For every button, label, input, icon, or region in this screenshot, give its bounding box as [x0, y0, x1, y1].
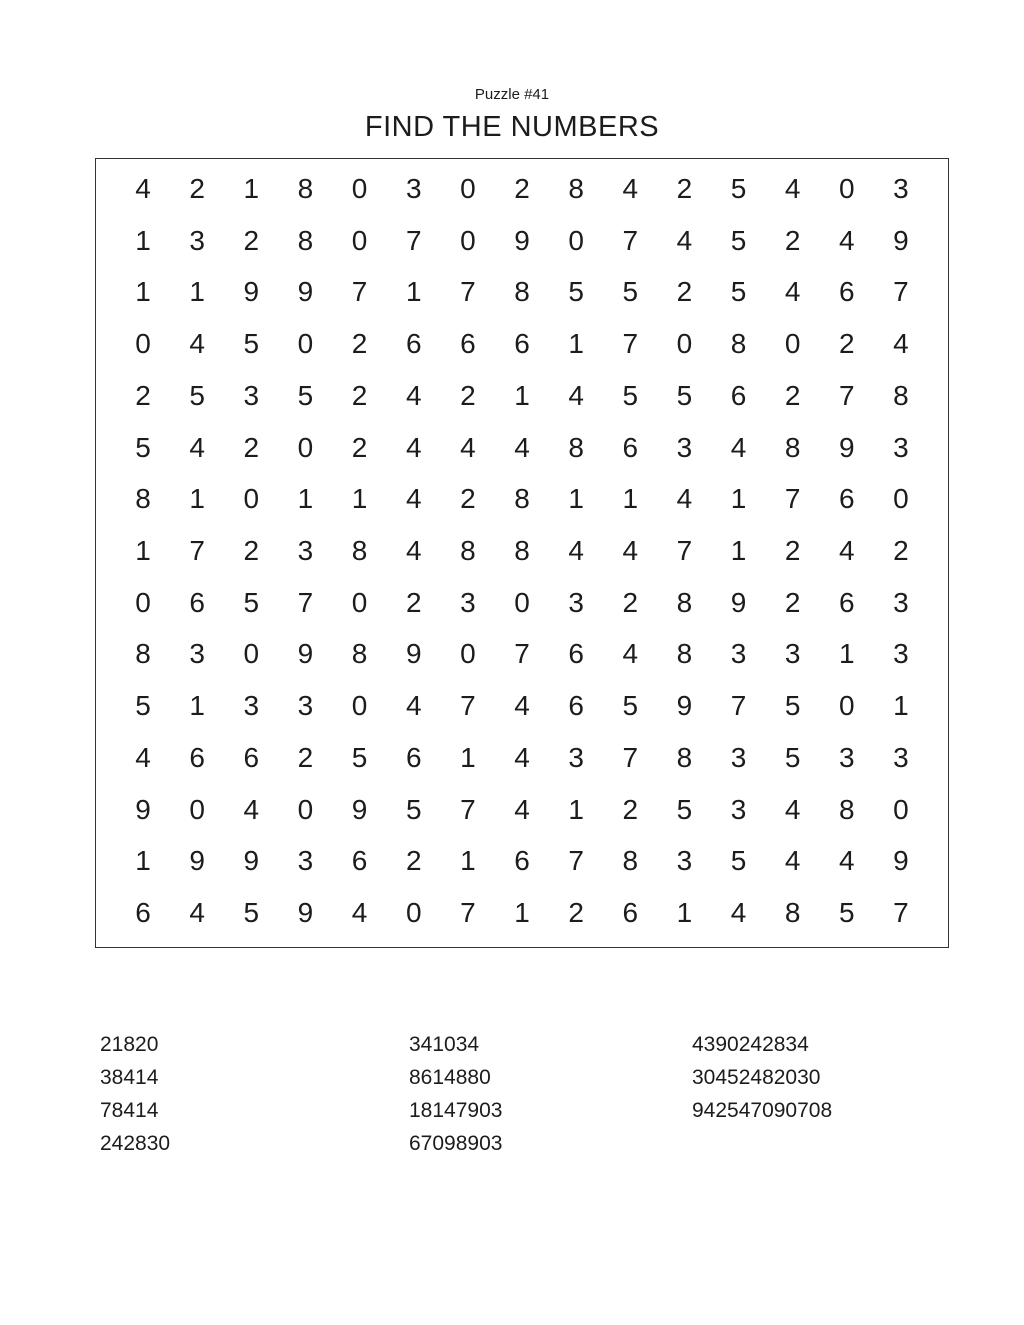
- grid-cell: 2: [568, 897, 584, 929]
- grid-cell: 0: [893, 793, 909, 825]
- grid-cell: 5: [622, 690, 639, 722]
- find-number: 8614880: [409, 1066, 491, 1089]
- grid-cell: 2: [243, 224, 260, 256]
- grid-cell: 7: [893, 276, 909, 308]
- grid-cell: 5: [568, 276, 584, 308]
- grid-cell: 4: [514, 741, 530, 773]
- grid-cell: 8: [784, 431, 801, 463]
- grid-cell: 4: [514, 793, 530, 825]
- page-title: FIND THE NUMBERS: [364, 111, 660, 143]
- grid-cell: 1: [460, 845, 476, 877]
- grid-cell: 8: [351, 534, 368, 566]
- grid-cell: 1: [514, 897, 530, 929]
- grid-cell: 0: [460, 224, 476, 256]
- grid-cell: 2: [351, 379, 368, 411]
- grid-cell: 4: [893, 328, 909, 360]
- grid-cell: 8: [568, 172, 584, 204]
- grid-cell: 5: [405, 793, 422, 825]
- grid-cell: 1: [189, 483, 205, 515]
- grid-cell: 9: [243, 845, 260, 877]
- grid-cell: 3: [189, 224, 205, 256]
- grid-cell: 0: [839, 172, 855, 204]
- grid-cell: 2: [784, 379, 801, 411]
- grid-cell: 7: [189, 534, 205, 566]
- grid-cell: 4: [622, 172, 639, 204]
- grid-cell: 1: [730, 534, 747, 566]
- find-number: 21820: [100, 1033, 159, 1056]
- grid-cell: 8: [730, 328, 747, 360]
- grid-cell: 6: [622, 431, 639, 463]
- grid-cell: 5: [730, 845, 747, 877]
- grid-cell: 3: [568, 741, 584, 773]
- grid-cell: 4: [622, 638, 639, 670]
- grid-cell: 7: [730, 690, 747, 722]
- grid-cell: 2: [351, 328, 368, 360]
- grid-cell: 7: [622, 224, 639, 256]
- grid-cell: 1: [568, 328, 584, 360]
- grid-cell: 0: [893, 483, 909, 515]
- grid-cell: 0: [297, 793, 314, 825]
- find-number: 18147903: [409, 1099, 503, 1122]
- grid-cell: 1: [730, 483, 747, 515]
- grid-cell: 0: [460, 638, 476, 670]
- grid-cell: 6: [839, 276, 855, 308]
- grid-cell: 8: [676, 586, 693, 618]
- grid-cell: 4: [514, 690, 530, 722]
- grid-cell: 2: [460, 379, 476, 411]
- grid-cell: 6: [243, 741, 260, 773]
- grid-cell: 8: [135, 638, 151, 670]
- grid-cell: 0: [460, 172, 476, 204]
- grid-cell: 9: [189, 845, 205, 877]
- grid-cell: 0: [514, 586, 530, 618]
- grid-cell: 0: [351, 690, 368, 722]
- grid-cell: 3: [243, 690, 260, 722]
- grid-cell: 9: [297, 897, 314, 929]
- grid-cell: 3: [730, 793, 747, 825]
- find-list-column: [692, 1028, 832, 1127]
- grid-cell: 8: [839, 793, 855, 825]
- grid-cell: 7: [839, 379, 855, 411]
- grid-cell: 2: [676, 276, 693, 308]
- grid-cell: 0: [676, 328, 693, 360]
- grid-cell: 2: [460, 483, 476, 515]
- find-number: 38414: [100, 1066, 159, 1089]
- grid-cell: 9: [676, 690, 693, 722]
- grid-cell: 0: [297, 431, 314, 463]
- grid-cell: 1: [622, 483, 639, 515]
- grid-cell: 3: [730, 638, 747, 670]
- grid-cell: 6: [514, 845, 530, 877]
- grid-cell: 8: [784, 897, 801, 929]
- grid-cell: 1: [514, 379, 530, 411]
- grid-cell: 1: [135, 845, 151, 877]
- grid-cell: 2: [676, 172, 693, 204]
- grid-cell: 4: [784, 172, 801, 204]
- find-number: 242830: [100, 1132, 171, 1155]
- find-number: 942547090708: [692, 1099, 833, 1122]
- grid-cell: 7: [460, 793, 476, 825]
- grid-cell: 1: [351, 483, 368, 515]
- grid-cell: 9: [351, 793, 368, 825]
- grid-cell: 9: [243, 276, 260, 308]
- grid-cell: 4: [189, 897, 205, 929]
- grid-cell: 4: [189, 431, 205, 463]
- grid-cell: 2: [405, 586, 422, 618]
- grid-cell: 3: [676, 431, 693, 463]
- grid-cell: 0: [243, 638, 260, 670]
- grid-cell: 9: [135, 793, 151, 825]
- grid-cell: 6: [135, 897, 151, 929]
- grid-cell: 5: [784, 690, 801, 722]
- grid-cell: 8: [568, 431, 584, 463]
- grid-cell: 4: [676, 224, 693, 256]
- grid-cell: 4: [351, 897, 368, 929]
- grid-cell: 9: [839, 431, 855, 463]
- grid-cell: 0: [189, 793, 205, 825]
- grid-cell: 6: [405, 741, 422, 773]
- grid-cell: 2: [243, 431, 260, 463]
- grid-cell: 8: [460, 534, 476, 566]
- grid-cell: 8: [351, 638, 368, 670]
- grid-cell: 4: [784, 845, 801, 877]
- grid-cell: 4: [568, 379, 584, 411]
- grid-cell: 5: [243, 586, 260, 618]
- grid-cell: 2: [784, 586, 801, 618]
- grid-cell: 5: [730, 224, 747, 256]
- grid-cell: 2: [135, 379, 151, 411]
- grid-cell: 3: [893, 172, 909, 204]
- grid-cell: 2: [405, 845, 422, 877]
- grid-cell: 5: [730, 172, 747, 204]
- grid-cell: 8: [514, 276, 530, 308]
- grid-cell: 8: [514, 534, 530, 566]
- grid-cell: 0: [243, 483, 260, 515]
- grid-cell: 3: [297, 690, 314, 722]
- grid-cell: 6: [839, 483, 855, 515]
- grid-cell: 4: [730, 897, 747, 929]
- grid-cell: 7: [460, 276, 476, 308]
- grid-cell: 6: [351, 845, 368, 877]
- grid-cell: 1: [405, 276, 422, 308]
- grid-cell: 6: [189, 586, 205, 618]
- grid-cell: 5: [135, 431, 151, 463]
- grid-cell: 0: [135, 586, 151, 618]
- grid-cell: 0: [351, 224, 368, 256]
- grid-cell: 0: [351, 172, 368, 204]
- grid-cell: 1: [189, 690, 205, 722]
- grid-cell: 3: [568, 586, 584, 618]
- grid-cell: 2: [784, 534, 801, 566]
- grid-cell: 4: [405, 431, 422, 463]
- grid-cell: 6: [730, 379, 747, 411]
- grid-cell: 1: [568, 793, 584, 825]
- grid-cell: 7: [568, 845, 584, 877]
- puzzle-number-label: Puzzle #41: [474, 86, 550, 103]
- grid-cell: 5: [622, 379, 639, 411]
- grid-cell: 4: [405, 690, 422, 722]
- grid-cell: 0: [297, 328, 314, 360]
- grid-cell: 7: [297, 586, 314, 618]
- grid-cell: 4: [784, 276, 801, 308]
- grid-cell: 5: [622, 276, 639, 308]
- grid-cell: 4: [405, 379, 422, 411]
- grid-cell: 1: [297, 483, 314, 515]
- grid-cell: 1: [243, 172, 260, 204]
- grid-cell: 1: [189, 276, 205, 308]
- grid-cell: 4: [405, 534, 422, 566]
- grid-cell: 6: [568, 638, 584, 670]
- grid-cell: 8: [676, 638, 693, 670]
- grid-cell: 7: [622, 328, 639, 360]
- grid-cell: 5: [351, 741, 368, 773]
- grid-cell: 4: [839, 224, 855, 256]
- grid-cell: 8: [622, 845, 639, 877]
- grid-cell: 8: [893, 379, 909, 411]
- grid-cell: 2: [622, 586, 639, 618]
- grid-cell: 6: [514, 328, 530, 360]
- grid-cell: 4: [839, 534, 855, 566]
- grid-cell: 3: [297, 845, 314, 877]
- grid-cell: 1: [460, 741, 476, 773]
- grid-cell: 5: [189, 379, 205, 411]
- grid-cell: 0: [784, 328, 801, 360]
- grid-cell: 3: [189, 638, 205, 670]
- grid-cell: 5: [243, 328, 260, 360]
- grid-cell: 3: [297, 534, 314, 566]
- grid-cell: 1: [676, 897, 693, 929]
- grid-cell: 9: [514, 224, 530, 256]
- grid-cell: 1: [839, 638, 855, 670]
- grid-cell: 2: [839, 328, 855, 360]
- grid-cell: 2: [189, 172, 205, 204]
- grid-cell: 3: [243, 379, 260, 411]
- grid-cell: 2: [243, 534, 260, 566]
- grid-cell: 3: [893, 431, 909, 463]
- number-grid: [95, 158, 949, 948]
- grid-cell: 6: [405, 328, 422, 360]
- grid-cell: 2: [351, 431, 368, 463]
- grid-cell: 9: [730, 586, 747, 618]
- grid-cell: 3: [839, 741, 855, 773]
- grid-cell: 3: [405, 172, 422, 204]
- grid-cell: 3: [893, 638, 909, 670]
- grid-cell: 8: [676, 741, 693, 773]
- grid-cell: 2: [297, 741, 314, 773]
- grid-cell: 4: [514, 431, 530, 463]
- find-number: 30452482030: [692, 1066, 821, 1089]
- grid-cell: 9: [297, 276, 314, 308]
- grid-cell: 3: [460, 586, 476, 618]
- grid-cell: 5: [676, 793, 693, 825]
- grid-cell: 3: [784, 638, 801, 670]
- grid-cell: 9: [893, 224, 909, 256]
- grid-cell: 7: [405, 224, 422, 256]
- grid-cell: 4: [189, 328, 205, 360]
- grid-cell: 0: [568, 224, 584, 256]
- grid-cell: 3: [676, 845, 693, 877]
- grid-cell: 4: [243, 793, 260, 825]
- grid-cell: 6: [568, 690, 584, 722]
- grid-cell: 7: [460, 897, 476, 929]
- grid-cell: 4: [839, 845, 855, 877]
- grid-cell: 4: [784, 793, 801, 825]
- grid-cell: 2: [784, 224, 801, 256]
- grid-cell: 6: [460, 328, 476, 360]
- grid-cell: 9: [297, 638, 314, 670]
- grid-cell: 5: [135, 690, 151, 722]
- grid-cell: 0: [351, 586, 368, 618]
- grid-cell: 5: [730, 276, 747, 308]
- grid-cell: 3: [893, 586, 909, 618]
- grid-cell: 2: [893, 534, 909, 566]
- grid-cell: 7: [460, 690, 476, 722]
- find-list-column: [409, 1028, 502, 1160]
- grid-cell: 9: [893, 845, 909, 877]
- grid-cell: 1: [568, 483, 584, 515]
- grid-cell: 3: [730, 741, 747, 773]
- grid-cell: 7: [784, 483, 801, 515]
- grid-cell: 5: [784, 741, 801, 773]
- grid-cell: 8: [514, 483, 530, 515]
- find-number: 341034: [409, 1033, 480, 1056]
- grid-cell: 4: [730, 431, 747, 463]
- grid-cell: 7: [351, 276, 368, 308]
- grid-cell: 6: [839, 586, 855, 618]
- grid-cell: 4: [676, 483, 693, 515]
- grid-cell: 8: [297, 172, 314, 204]
- grid-cell: 1: [135, 534, 151, 566]
- find-number: 67098903: [409, 1132, 503, 1155]
- grid-cell: 5: [676, 379, 693, 411]
- grid-cell: 8: [297, 224, 314, 256]
- grid-cell: 0: [839, 690, 855, 722]
- grid-cell: 1: [135, 276, 151, 308]
- grid-cell: 4: [405, 483, 422, 515]
- grid-cell: 6: [622, 897, 639, 929]
- find-number: 78414: [100, 1099, 159, 1122]
- grid-cell: 4: [622, 534, 639, 566]
- grid-cell: 2: [622, 793, 639, 825]
- grid-cell: 7: [622, 741, 639, 773]
- grid-cell: 4: [568, 534, 584, 566]
- grid-cell: 4: [135, 741, 151, 773]
- grid-cell: 4: [135, 172, 151, 204]
- grid-cell: 0: [405, 897, 422, 929]
- grid-cell: 5: [297, 379, 314, 411]
- grid-cell: 7: [893, 897, 909, 929]
- grid-cell: 0: [135, 328, 151, 360]
- grid-cell: 3: [893, 741, 909, 773]
- grid-cell: 7: [676, 534, 693, 566]
- grid-cell: 1: [135, 224, 151, 256]
- grid-cell: 7: [514, 638, 530, 670]
- find-list-column: [100, 1028, 170, 1160]
- grid-cell: 1: [893, 690, 909, 722]
- grid-cell: 4: [460, 431, 476, 463]
- grid-cell: 9: [405, 638, 422, 670]
- grid-cell: 5: [243, 897, 260, 929]
- grid-cell: 5: [839, 897, 855, 929]
- grid-cell: 6: [189, 741, 205, 773]
- grid-cell: 8: [135, 483, 151, 515]
- grid-cell: 2: [514, 172, 530, 204]
- find-number: 4390242834: [692, 1033, 809, 1056]
